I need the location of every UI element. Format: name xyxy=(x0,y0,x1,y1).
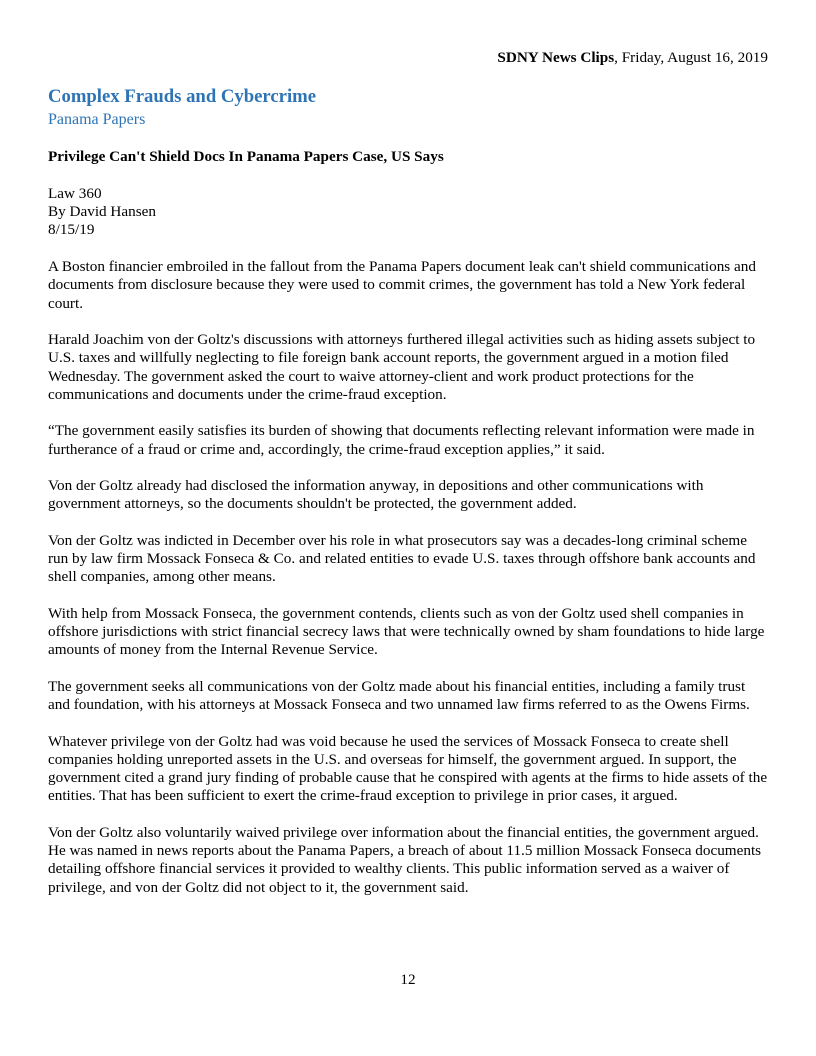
article-paragraph: Harald Joachim von der Goltz's discussions with attorneys furthered illegal activities such as hiding assets subject to U.S. taxes and willfully neglecting to file foreign bank account reports, the government argued in a motion filed Wednesday. The government asked the court to waive attorney-client and work product protections for the communications and documents under the crime-fraud exception. xyxy=(48,331,756,403)
page-header xyxy=(497,49,768,67)
article-source: Law 360 xyxy=(48,185,102,202)
article-paragraph: Von der Goltz already had disclosed the information anyway, in depositions and other communications with government attorneys, so the documents shouldn't be protected, the government added. xyxy=(48,477,704,513)
article-byline: By David Hansen xyxy=(48,203,156,220)
article-headline: Privilege Can't Shield Docs In Panama Papers Case, US Says xyxy=(48,148,444,165)
header-date: , Friday, August 16, 2019 xyxy=(614,49,768,66)
article-paragraph: With help from Mossack Fonseca, the government contends, clients such as von der Goltz used shell companies in offshore jurisdictions with strict financial secrecy laws that were technically owned by sham foundations to hide large amounts of money from the Internal Revenue Service. xyxy=(48,604,765,659)
article-body xyxy=(48,258,770,915)
article-date: 8/15/19 xyxy=(48,221,95,238)
article-paragraph: “The government easily satisfies its burden of showing that documents reflecting relevant information were made in furtherance of a fraud or crime and, accordingly, the crime-fraud exception applies,” it said. xyxy=(48,422,755,458)
article-paragraph: Von der Goltz was indicted in December over his role in what prosecutors say was a decades-long criminal scheme run by law firm Mossack Fonseca & Co. and related entities to evade U.S. taxes through offshore bank accounts and shell companies, among other means. xyxy=(48,531,756,586)
publication-name: SDNY News Clips xyxy=(497,49,615,66)
article-paragraph: A Boston financier embroiled in the fallout from the Panama Papers document leak can't shield communications and documents from disclosure because they were used to commit crimes, the government has told a New York federal court. xyxy=(48,258,756,312)
article-paragraph: Von der Goltz also voluntarily waived privilege over information about the financial entities, the government argued. He was named in news reports about the Panama Papers, a breach of about 11.5 million Mossack Fonseca documents detailing offshore financial services it provided to wealthy clients. This public information served as a waiver of privilege, and von der Goltz did not object to it, the government said. xyxy=(48,823,762,896)
page-number: 12 xyxy=(400,971,416,988)
article-paragraph: Whatever privilege von der Goltz had was void because he used the services of Mossack Fonseca to create shell companies holding unreported assets in the U.S. and overseas for himself, the government argued. In support, the government cited a grand jury finding of probable cause that he conspired with agents at the firms to hide assets of the entities. That has been sufficient to exert the crime-fraud exception to privilege in prior cases, it argued. xyxy=(48,732,768,805)
section-title: Complex Frauds and Cybercrime xyxy=(48,86,317,107)
article-paragraph: The government seeks all communications von der Goltz made about his financial entities, including a family trust and foundation, with his attorneys at Mossack Fonseca and two unnamed law firms referred to as the Owens Firms. xyxy=(48,677,750,713)
subsection-title: Panama Papers xyxy=(48,111,146,128)
article-meta xyxy=(48,185,156,239)
